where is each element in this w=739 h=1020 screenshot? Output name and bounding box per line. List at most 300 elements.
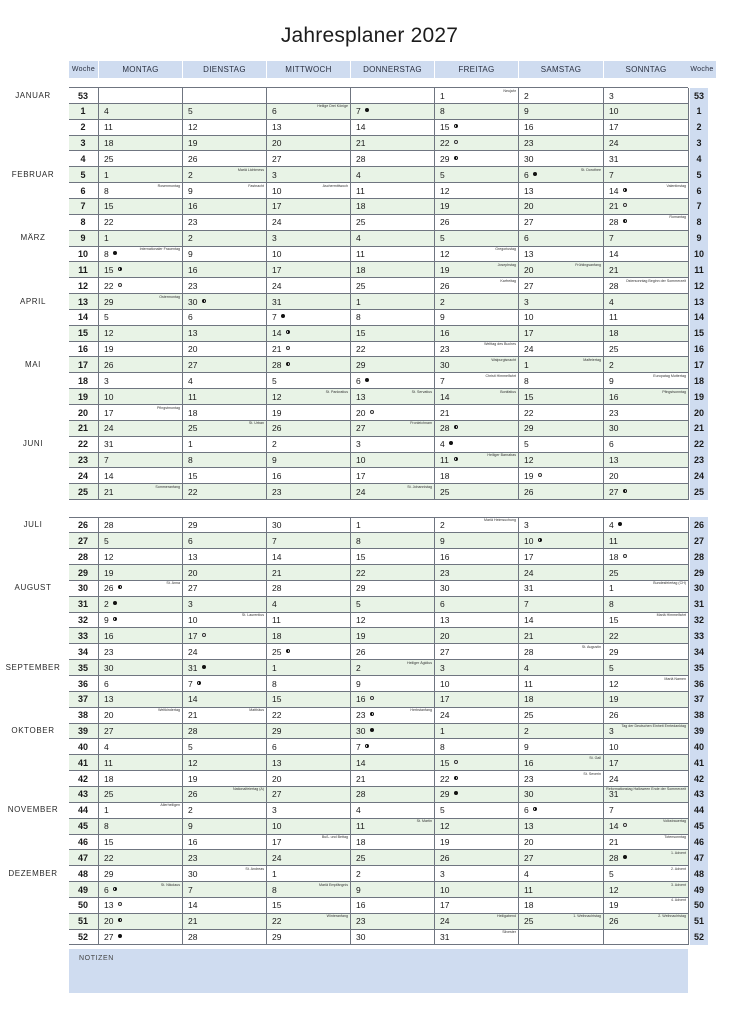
- day-cell[interactable]: [434, 88, 518, 104]
- day-cell[interactable]: [350, 452, 434, 468]
- day-cell[interactable]: [350, 135, 434, 151]
- day-cell[interactable]: [98, 771, 182, 787]
- day-cell[interactable]: [182, 882, 266, 898]
- day-cell[interactable]: [350, 723, 434, 739]
- day-cell[interactable]: [603, 373, 688, 389]
- day-cell[interactable]: [603, 755, 688, 771]
- day-cell[interactable]: [518, 834, 603, 850]
- day-cell[interactable]: [603, 897, 688, 913]
- day-cell[interactable]: [434, 739, 518, 755]
- day-cell[interactable]: [350, 596, 434, 612]
- day-cell[interactable]: [182, 214, 266, 230]
- day-cell[interactable]: [518, 676, 603, 692]
- day-cell[interactable]: [182, 691, 266, 707]
- day-cell[interactable]: [266, 103, 350, 119]
- day-cell[interactable]: [350, 549, 434, 565]
- day-cell[interactable]: [98, 691, 182, 707]
- day-cell[interactable]: [603, 262, 688, 278]
- day-cell[interactable]: [182, 818, 266, 834]
- day-cell[interactable]: [350, 580, 434, 596]
- day-cell[interactable]: [182, 246, 266, 262]
- day-cell[interactable]: [182, 484, 266, 500]
- day-cell[interactable]: [266, 707, 350, 723]
- day-cell[interactable]: [518, 183, 603, 199]
- day-cell[interactable]: [518, 755, 603, 771]
- day-cell[interactable]: [266, 119, 350, 135]
- day-cell[interactable]: [98, 660, 182, 676]
- day-cell[interactable]: [266, 580, 350, 596]
- day-cell[interactable]: [266, 628, 350, 644]
- day-cell[interactable]: [98, 929, 182, 945]
- day-cell[interactable]: [98, 834, 182, 850]
- day-cell[interactable]: [518, 628, 603, 644]
- day-cell[interactable]: [182, 294, 266, 310]
- day-cell[interactable]: [266, 850, 350, 866]
- day-cell[interactable]: [266, 549, 350, 565]
- day-cell[interactable]: [98, 786, 182, 802]
- day-cell[interactable]: [182, 405, 266, 421]
- day-cell[interactable]: [182, 707, 266, 723]
- day-cell[interactable]: [182, 373, 266, 389]
- day-cell[interactable]: [350, 802, 434, 818]
- day-cell[interactable]: [434, 325, 518, 341]
- day-cell[interactable]: [603, 341, 688, 357]
- day-cell[interactable]: [266, 135, 350, 151]
- day-cell[interactable]: [603, 294, 688, 310]
- day-cell[interactable]: [603, 818, 688, 834]
- day-cell[interactable]: [182, 565, 266, 581]
- day-cell[interactable]: [518, 818, 603, 834]
- day-cell[interactable]: [98, 420, 182, 436]
- day-cell[interactable]: [350, 818, 434, 834]
- day-cell[interactable]: [350, 309, 434, 325]
- day-cell[interactable]: [434, 612, 518, 628]
- day-cell[interactable]: [434, 484, 518, 500]
- day-cell[interactable]: [266, 373, 350, 389]
- day-cell[interactable]: [603, 420, 688, 436]
- day-cell[interactable]: [350, 151, 434, 167]
- day-cell[interactable]: [603, 484, 688, 500]
- day-cell[interactable]: [603, 866, 688, 882]
- day-cell[interactable]: [98, 103, 182, 119]
- day-cell[interactable]: [603, 850, 688, 866]
- day-cell[interactable]: [434, 246, 518, 262]
- day-cell[interactable]: [350, 230, 434, 246]
- day-cell[interactable]: [518, 436, 603, 452]
- day-cell[interactable]: [266, 452, 350, 468]
- day-cell[interactable]: [350, 786, 434, 802]
- day-cell[interactable]: [434, 533, 518, 549]
- day-cell[interactable]: [434, 644, 518, 660]
- day-cell[interactable]: [266, 420, 350, 436]
- day-cell[interactable]: [182, 119, 266, 135]
- day-cell[interactable]: [434, 214, 518, 230]
- day-cell[interactable]: [518, 214, 603, 230]
- day-cell[interactable]: [350, 262, 434, 278]
- day-cell[interactable]: [350, 405, 434, 421]
- day-cell[interactable]: [266, 262, 350, 278]
- day-cell[interactable]: [518, 850, 603, 866]
- day-cell[interactable]: [603, 739, 688, 755]
- day-cell[interactable]: [266, 198, 350, 214]
- day-cell[interactable]: [434, 771, 518, 787]
- day-cell[interactable]: [182, 755, 266, 771]
- day-cell[interactable]: [434, 119, 518, 135]
- day-cell[interactable]: [518, 484, 603, 500]
- day-cell[interactable]: [98, 818, 182, 834]
- day-cell[interactable]: [182, 341, 266, 357]
- day-cell[interactable]: [434, 151, 518, 167]
- day-cell[interactable]: [98, 850, 182, 866]
- day-cell[interactable]: [266, 882, 350, 898]
- day-cell[interactable]: [518, 262, 603, 278]
- day-cell[interactable]: [182, 596, 266, 612]
- day-cell[interactable]: [182, 420, 266, 436]
- day-cell[interactable]: [434, 468, 518, 484]
- day-cell[interactable]: [350, 167, 434, 183]
- day-cell[interactable]: [98, 405, 182, 421]
- day-cell[interactable]: [98, 373, 182, 389]
- day-cell[interactable]: [603, 786, 688, 802]
- day-cell[interactable]: [350, 771, 434, 787]
- day-cell[interactable]: [350, 850, 434, 866]
- day-cell[interactable]: [98, 707, 182, 723]
- day-cell[interactable]: [182, 135, 266, 151]
- day-cell[interactable]: [182, 850, 266, 866]
- day-cell[interactable]: [182, 262, 266, 278]
- day-cell[interactable]: [434, 517, 518, 533]
- day-cell[interactable]: [182, 183, 266, 199]
- day-cell[interactable]: [350, 676, 434, 692]
- day-cell[interactable]: [98, 436, 182, 452]
- day-cell[interactable]: [350, 517, 434, 533]
- day-cell[interactable]: [182, 151, 266, 167]
- day-cell[interactable]: [350, 834, 434, 850]
- day-cell[interactable]: [603, 325, 688, 341]
- day-cell[interactable]: [266, 913, 350, 929]
- day-cell[interactable]: [350, 278, 434, 294]
- day-cell[interactable]: [98, 468, 182, 484]
- day-cell[interactable]: [98, 294, 182, 310]
- day-cell[interactable]: [350, 660, 434, 676]
- day-cell[interactable]: [266, 325, 350, 341]
- day-cell[interactable]: [603, 436, 688, 452]
- day-cell[interactable]: [98, 389, 182, 405]
- day-cell[interactable]: [266, 644, 350, 660]
- day-cell[interactable]: [266, 755, 350, 771]
- day-cell[interactable]: [98, 214, 182, 230]
- day-cell[interactable]: [434, 580, 518, 596]
- day-cell[interactable]: [182, 436, 266, 452]
- day-cell[interactable]: [434, 913, 518, 929]
- day-cell[interactable]: [434, 420, 518, 436]
- day-cell[interactable]: [434, 850, 518, 866]
- day-cell[interactable]: [98, 596, 182, 612]
- day-cell[interactable]: [434, 882, 518, 898]
- day-cell[interactable]: [518, 198, 603, 214]
- day-cell[interactable]: [350, 119, 434, 135]
- day-cell[interactable]: [603, 549, 688, 565]
- day-cell[interactable]: [434, 834, 518, 850]
- day-cell[interactable]: [603, 882, 688, 898]
- notes-area[interactable]: [69, 949, 688, 993]
- day-cell[interactable]: [434, 357, 518, 373]
- day-cell[interactable]: [266, 723, 350, 739]
- day-cell[interactable]: [350, 214, 434, 230]
- day-cell[interactable]: [518, 644, 603, 660]
- day-cell[interactable]: [266, 771, 350, 787]
- day-cell[interactable]: [266, 405, 350, 421]
- day-cell[interactable]: [518, 309, 603, 325]
- day-cell[interactable]: [182, 549, 266, 565]
- day-cell[interactable]: [350, 628, 434, 644]
- day-cell[interactable]: [518, 533, 603, 549]
- day-cell[interactable]: [603, 167, 688, 183]
- day-cell[interactable]: [266, 294, 350, 310]
- day-cell[interactable]: [518, 517, 603, 533]
- day-cell[interactable]: [182, 325, 266, 341]
- day-cell[interactable]: [266, 802, 350, 818]
- day-cell[interactable]: [518, 373, 603, 389]
- day-cell[interactable]: [98, 484, 182, 500]
- day-cell[interactable]: [603, 135, 688, 151]
- day-cell[interactable]: [518, 294, 603, 310]
- day-cell[interactable]: [182, 913, 266, 929]
- day-cell[interactable]: [350, 88, 434, 104]
- day-cell[interactable]: [266, 786, 350, 802]
- day-cell[interactable]: [518, 866, 603, 882]
- day-cell[interactable]: [350, 739, 434, 755]
- day-cell[interactable]: [266, 357, 350, 373]
- day-cell[interactable]: [266, 151, 350, 167]
- day-cell[interactable]: [518, 929, 603, 945]
- day-cell[interactable]: [98, 676, 182, 692]
- day-cell[interactable]: [434, 628, 518, 644]
- day-cell[interactable]: [266, 341, 350, 357]
- day-cell[interactable]: [350, 897, 434, 913]
- day-cell[interactable]: [603, 468, 688, 484]
- day-cell[interactable]: [98, 882, 182, 898]
- day-cell[interactable]: [98, 452, 182, 468]
- day-cell[interactable]: [350, 913, 434, 929]
- day-cell[interactable]: [98, 580, 182, 596]
- day-cell[interactable]: [350, 644, 434, 660]
- day-cell[interactable]: [518, 596, 603, 612]
- day-cell[interactable]: [518, 660, 603, 676]
- day-cell[interactable]: [603, 628, 688, 644]
- day-cell[interactable]: [182, 468, 266, 484]
- day-cell[interactable]: [182, 897, 266, 913]
- day-cell[interactable]: [518, 707, 603, 723]
- day-cell[interactable]: [266, 691, 350, 707]
- day-cell[interactable]: [518, 405, 603, 421]
- day-cell[interactable]: [603, 151, 688, 167]
- day-cell[interactable]: [603, 644, 688, 660]
- day-cell[interactable]: [98, 198, 182, 214]
- day-cell[interactable]: [98, 897, 182, 913]
- day-cell[interactable]: [434, 373, 518, 389]
- day-cell[interactable]: [266, 565, 350, 581]
- day-cell[interactable]: [603, 580, 688, 596]
- day-cell[interactable]: [603, 676, 688, 692]
- day-cell[interactable]: [182, 929, 266, 945]
- day-cell[interactable]: [182, 103, 266, 119]
- day-cell[interactable]: [98, 913, 182, 929]
- day-cell[interactable]: [434, 389, 518, 405]
- day-cell[interactable]: [603, 723, 688, 739]
- day-cell[interactable]: [603, 103, 688, 119]
- day-cell[interactable]: [350, 929, 434, 945]
- day-cell[interactable]: [98, 723, 182, 739]
- day-cell[interactable]: [182, 786, 266, 802]
- day-cell[interactable]: [434, 436, 518, 452]
- day-cell[interactable]: [266, 183, 350, 199]
- day-cell[interactable]: [518, 420, 603, 436]
- day-cell[interactable]: [434, 707, 518, 723]
- day-cell[interactable]: [266, 88, 350, 104]
- day-cell[interactable]: [603, 929, 688, 945]
- day-cell[interactable]: [98, 119, 182, 135]
- day-cell[interactable]: [98, 262, 182, 278]
- day-cell[interactable]: [603, 309, 688, 325]
- day-cell[interactable]: [434, 405, 518, 421]
- day-cell[interactable]: [434, 786, 518, 802]
- day-cell[interactable]: [98, 357, 182, 373]
- day-cell[interactable]: [434, 802, 518, 818]
- day-cell[interactable]: [518, 357, 603, 373]
- day-cell[interactable]: [603, 278, 688, 294]
- day-cell[interactable]: [266, 214, 350, 230]
- day-cell[interactable]: [434, 565, 518, 581]
- day-cell[interactable]: [182, 866, 266, 882]
- day-cell[interactable]: [182, 389, 266, 405]
- day-cell[interactable]: [603, 565, 688, 581]
- day-cell[interactable]: [266, 309, 350, 325]
- day-cell[interactable]: [182, 230, 266, 246]
- day-cell[interactable]: [98, 341, 182, 357]
- day-cell[interactable]: [350, 420, 434, 436]
- day-cell[interactable]: [434, 596, 518, 612]
- day-cell[interactable]: [434, 452, 518, 468]
- day-cell[interactable]: [434, 183, 518, 199]
- day-cell[interactable]: [266, 897, 350, 913]
- day-cell[interactable]: [98, 802, 182, 818]
- day-cell[interactable]: [266, 278, 350, 294]
- day-cell[interactable]: [98, 533, 182, 549]
- day-cell[interactable]: [434, 866, 518, 882]
- day-cell[interactable]: [98, 612, 182, 628]
- day-cell[interactable]: [434, 676, 518, 692]
- day-cell[interactable]: [350, 198, 434, 214]
- day-cell[interactable]: [518, 103, 603, 119]
- day-cell[interactable]: [434, 341, 518, 357]
- day-cell[interactable]: [518, 612, 603, 628]
- day-cell[interactable]: [518, 723, 603, 739]
- day-cell[interactable]: [603, 533, 688, 549]
- day-cell[interactable]: [518, 452, 603, 468]
- day-cell[interactable]: [518, 897, 603, 913]
- day-cell[interactable]: [182, 198, 266, 214]
- day-cell[interactable]: [98, 549, 182, 565]
- day-cell[interactable]: [434, 135, 518, 151]
- day-cell[interactable]: [518, 135, 603, 151]
- day-cell[interactable]: [182, 88, 266, 104]
- day-cell[interactable]: [266, 389, 350, 405]
- day-cell[interactable]: [182, 739, 266, 755]
- day-cell[interactable]: [603, 405, 688, 421]
- day-cell[interactable]: [603, 230, 688, 246]
- day-cell[interactable]: [518, 549, 603, 565]
- day-cell[interactable]: [98, 230, 182, 246]
- day-cell[interactable]: [182, 723, 266, 739]
- day-cell[interactable]: [518, 565, 603, 581]
- day-cell[interactable]: [182, 278, 266, 294]
- day-cell[interactable]: [98, 167, 182, 183]
- day-cell[interactable]: [266, 660, 350, 676]
- day-cell[interactable]: [182, 628, 266, 644]
- day-cell[interactable]: [266, 517, 350, 533]
- day-cell[interactable]: [350, 691, 434, 707]
- day-cell[interactable]: [518, 882, 603, 898]
- day-cell[interactable]: [182, 580, 266, 596]
- day-cell[interactable]: [518, 88, 603, 104]
- day-cell[interactable]: [603, 389, 688, 405]
- day-cell[interactable]: [603, 612, 688, 628]
- day-cell[interactable]: [266, 834, 350, 850]
- day-cell[interactable]: [518, 389, 603, 405]
- day-cell[interactable]: [603, 198, 688, 214]
- day-cell[interactable]: [434, 230, 518, 246]
- day-cell[interactable]: [603, 834, 688, 850]
- day-cell[interactable]: [266, 739, 350, 755]
- day-cell[interactable]: [266, 230, 350, 246]
- day-cell[interactable]: [266, 676, 350, 692]
- day-cell[interactable]: [603, 913, 688, 929]
- day-cell[interactable]: [603, 357, 688, 373]
- day-cell[interactable]: [603, 596, 688, 612]
- day-cell[interactable]: [434, 691, 518, 707]
- day-cell[interactable]: [266, 866, 350, 882]
- day-cell[interactable]: [434, 897, 518, 913]
- day-cell[interactable]: [266, 596, 350, 612]
- day-cell[interactable]: [434, 294, 518, 310]
- day-cell[interactable]: [98, 278, 182, 294]
- day-cell[interactable]: [603, 246, 688, 262]
- day-cell[interactable]: [350, 103, 434, 119]
- day-cell[interactable]: [350, 436, 434, 452]
- day-cell[interactable]: [518, 468, 603, 484]
- day-cell[interactable]: [350, 357, 434, 373]
- day-cell[interactable]: [434, 167, 518, 183]
- day-cell[interactable]: [350, 341, 434, 357]
- day-cell[interactable]: [98, 739, 182, 755]
- day-cell[interactable]: [603, 517, 688, 533]
- day-cell[interactable]: [182, 357, 266, 373]
- day-cell[interactable]: [603, 691, 688, 707]
- day-cell[interactable]: [350, 294, 434, 310]
- day-cell[interactable]: [266, 818, 350, 834]
- day-cell[interactable]: [518, 325, 603, 341]
- day-cell[interactable]: [603, 707, 688, 723]
- day-cell[interactable]: [98, 755, 182, 771]
- day-cell[interactable]: [518, 739, 603, 755]
- day-cell[interactable]: [518, 167, 603, 183]
- day-cell[interactable]: [182, 644, 266, 660]
- day-cell[interactable]: [266, 436, 350, 452]
- day-cell[interactable]: [98, 183, 182, 199]
- day-cell[interactable]: [518, 230, 603, 246]
- day-cell[interactable]: [518, 786, 603, 802]
